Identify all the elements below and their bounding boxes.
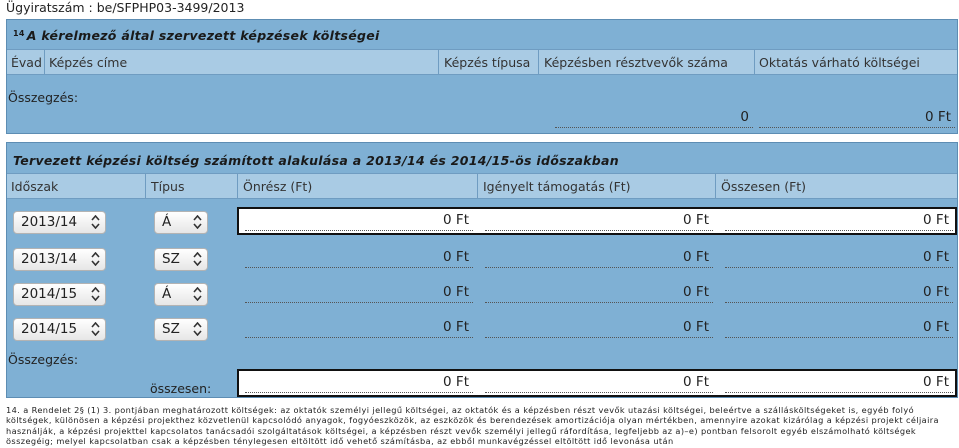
period-value: 2013/14 (21, 251, 78, 267)
section-1-title-text: A kérelmező által szervezett képzések költségei (26, 28, 380, 43)
cost-row (7, 244, 957, 270)
section-1-summary-label: Összegzés: (8, 90, 79, 105)
updown-arrows-icon (91, 252, 100, 266)
cost-row (7, 279, 957, 305)
updown-arrows-icon (193, 322, 202, 336)
total-label: összesen: (150, 381, 212, 396)
col-period: Időszak (11, 179, 59, 194)
col-type: Típus (151, 179, 185, 194)
section-1-number: 14 (13, 29, 25, 38)
updown-arrows-icon (91, 287, 100, 301)
cost-row (7, 207, 957, 233)
col-participants: Képzésben résztvevők száma (544, 55, 728, 70)
totals-row (7, 369, 957, 395)
row-total-field: 0 Ft (725, 246, 953, 268)
updown-arrows-icon (91, 322, 100, 336)
cost-row (7, 314, 957, 340)
period-select[interactable] (13, 283, 106, 306)
period-value: 2014/15 (21, 321, 78, 337)
requested-field: 0 Ft (485, 209, 713, 231)
type-select[interactable] (154, 248, 208, 271)
section-1-title (13, 28, 380, 43)
updown-arrows-icon (193, 252, 202, 266)
row-total-field: 0 Ft (725, 316, 953, 338)
period-value: 2014/15 (21, 286, 78, 302)
requested-field: 0 Ft (485, 281, 713, 303)
period-value: 2013/14 (21, 214, 78, 230)
footnote: 14. a Rendelet 2§ (1) 3. pontjában meghatározott költségek: az oktatók személyi jellegű költségei, az oktatók és a képzésben részt vevők utazási költségei, beleértve a szállásköltségeket is, egyéb folyó költségek, különösen a képzési projekthez közvetlenül kapcsolódó anyagok, fogyóeszközök, az eszközök és berendezések amortizációja olyan mértékben, amennyire azokat kizárólag a képzési projekt céljaira használják, a képzési projekttel kapcsolatos tanácsadói szolgáltatások költségei, a képzésben részt vevők személyi jellegű ráfordítása, legfeljebb az a)–e) pontban felsorolt egyéb elszámolható költségek összegéig; melyel kapcsolatban csak a képzésben ténylegesen eltöltött idő vehető számításba, az ebből munkavégzéssel eltöltött idő levonása után (6, 405, 939, 446)
col-course-type: Képzés típusa (444, 55, 531, 70)
col-separator (237, 174, 238, 198)
col-separator (477, 174, 478, 198)
col-separator (145, 174, 146, 198)
col-course-title: Képzés címe (49, 55, 128, 70)
own-share-field: 0 Ft (245, 209, 473, 231)
costs-total-field: 0 Ft (759, 106, 955, 128)
col-season: Évad (11, 55, 42, 70)
section-1-column-header (7, 49, 957, 75)
requested-total: 0 Ft (485, 371, 713, 393)
period-select[interactable] (13, 318, 106, 341)
col-own-share: Önrész (Ft) (243, 179, 313, 194)
own-share-field: 0 Ft (245, 281, 473, 303)
training-costs-panel (6, 19, 958, 134)
type-value: SZ (162, 321, 180, 337)
requested-field: 0 Ft (485, 316, 713, 338)
col-requested: Igényelt támogatás (Ft) (483, 179, 631, 194)
updown-arrows-icon (193, 287, 202, 301)
type-value: SZ (162, 251, 180, 267)
type-value: Á (162, 286, 172, 302)
row-total-field: 0 Ft (725, 209, 953, 231)
participants-total-field: 0 (555, 106, 753, 128)
own-share-field: 0 Ft (245, 246, 473, 268)
row-total-field: 0 Ft (725, 281, 953, 303)
col-separator (754, 50, 755, 74)
col-separator (538, 50, 539, 74)
updown-arrows-icon (91, 215, 100, 229)
section-2-summary-label: Összegzés: (8, 352, 79, 367)
period-select[interactable] (13, 248, 106, 271)
own-share-total: 0 Ft (245, 371, 473, 393)
col-separator (715, 174, 716, 198)
type-value: Á (162, 214, 172, 230)
col-total: Összesen (Ft) (721, 179, 807, 194)
section-2-column-header (7, 173, 957, 199)
case-id: Ügyiratszám : be/SFPHP03-3499/2013 (6, 0, 245, 15)
section-2-title: Tervezett képzési költség számított alakulása a 2013/14 és 2014/15-ös időszakban (13, 153, 619, 168)
type-select[interactable] (154, 211, 208, 234)
col-separator (44, 50, 45, 74)
cost-breakdown-panel (6, 142, 958, 398)
updown-arrows-icon (193, 215, 202, 229)
col-expected-costs: Oktatás várható költségei (759, 55, 920, 70)
type-select[interactable] (154, 318, 208, 341)
requested-field: 0 Ft (485, 246, 713, 268)
col-separator (438, 50, 439, 74)
type-select[interactable] (154, 283, 208, 306)
own-share-field: 0 Ft (245, 316, 473, 338)
period-select[interactable] (13, 211, 106, 234)
grand-total: 0 Ft (725, 371, 953, 393)
